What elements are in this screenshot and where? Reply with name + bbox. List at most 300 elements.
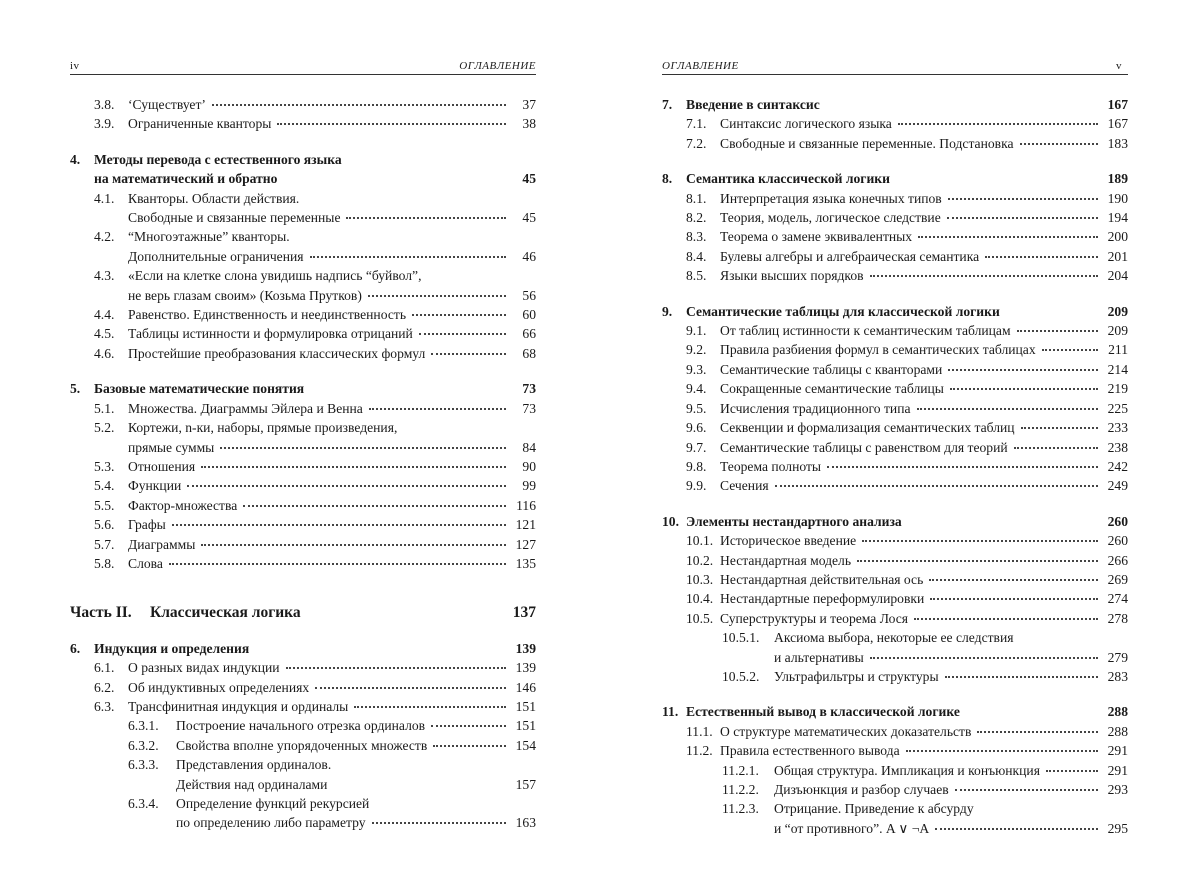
- entry-title: Равенство. Единственность и неединственность: [128, 307, 407, 323]
- chapter-page: 167: [1107, 97, 1128, 112]
- entry-page: 283: [1107, 668, 1128, 684]
- dot-leader: [914, 617, 1098, 620]
- toc-chapter[interactable]: [662, 702, 1128, 721]
- entry-number: 11.2.1.: [722, 762, 759, 778]
- entry-title: Диаграммы: [128, 536, 196, 552]
- toc-entry[interactable]: [662, 531, 1128, 550]
- entry-number: 6.3.1.: [128, 718, 159, 734]
- toc-entry[interactable]: [70, 189, 536, 208]
- entry-number: 9.7.: [686, 439, 707, 455]
- entry-title: Синтаксис логического языка: [720, 116, 892, 132]
- entry-title: прямые суммы: [128, 439, 215, 455]
- toc-subentry-cont[interactable]: [70, 813, 536, 832]
- toc-entry[interactable]: [70, 697, 536, 716]
- toc-chapter[interactable]: [70, 639, 536, 658]
- toc-entry[interactable]: [662, 722, 1128, 741]
- toc-entry[interactable]: [70, 399, 536, 418]
- entry-number: 5.8.: [94, 555, 115, 571]
- entry-title: Сечения: [720, 478, 769, 494]
- toc-subentry[interactable]: [70, 736, 536, 755]
- entry-page: 238: [1107, 439, 1128, 455]
- dot-leader: [948, 197, 1098, 200]
- entry-page: 151: [515, 698, 536, 714]
- entry-number: 8.5.: [686, 268, 707, 284]
- entry-title: Теория, модель, логическое следствие: [720, 210, 941, 226]
- entry-title: Аксиома выбора, некоторые ее следствия: [774, 630, 1014, 646]
- entry-number: 9.4.: [686, 381, 707, 397]
- entry-title: Построение начального отрезка ординалов: [176, 718, 426, 734]
- dot-leader: [955, 788, 1098, 791]
- chapter-title: на математический и обратно: [94, 171, 278, 187]
- entry-number: 5.2.: [94, 420, 115, 436]
- dot-leader: [368, 294, 506, 297]
- dot-leader: [1042, 348, 1098, 351]
- entry-title: От таблиц истинности к семантическим таблицам: [720, 323, 1011, 339]
- running-head: [662, 58, 1128, 75]
- entry-title: Дополнительные ограничения: [128, 248, 304, 264]
- entry-title: Историческое введение: [720, 533, 857, 549]
- chapter-number: 5.: [70, 381, 81, 397]
- entry-page: 38: [522, 116, 536, 132]
- entry-title: Простейшие преобразования классических формул: [128, 345, 426, 361]
- toc-list: [70, 95, 536, 833]
- part-title: Классическая логика: [150, 604, 301, 622]
- toc-entry[interactable]: [662, 227, 1128, 246]
- toc-entry[interactable]: [70, 324, 536, 343]
- entry-number: 5.3.: [94, 458, 115, 474]
- entry-title: “Многоэтажные” кванторы.: [128, 229, 290, 245]
- entry-number: 10.5.: [686, 610, 714, 626]
- toc-chapter[interactable]: [662, 169, 1128, 188]
- toc-subentry[interactable]: [662, 761, 1128, 780]
- entry-title: «Если на клетке слона увидишь надпись “буйвол”,: [128, 268, 422, 284]
- entry-page: 139: [515, 660, 536, 676]
- entry-page: 154: [515, 737, 536, 753]
- dot-leader: [985, 255, 1098, 258]
- chapter-title: Введение в синтаксис: [686, 97, 820, 112]
- toc-chapter[interactable]: [662, 512, 1128, 531]
- dot-leader: [169, 562, 506, 565]
- entry-page: 84: [522, 439, 536, 455]
- toc-entry[interactable]: [662, 476, 1128, 495]
- chapter-number: 7.: [662, 97, 673, 112]
- toc-entry[interactable]: [662, 457, 1128, 476]
- dot-leader: [372, 821, 506, 824]
- entry-title: Свойства вполне упорядоченных множеств: [176, 737, 428, 753]
- entry-title: Определение функций рекурсией: [176, 796, 370, 811]
- chapter-title: Базовые математические понятия: [94, 381, 305, 397]
- toc-subentry[interactable]: [662, 799, 1128, 818]
- toc-entry[interactable]: [662, 208, 1128, 227]
- entry-page: 279: [1107, 649, 1128, 665]
- entry-title: Таблицы истинности и формулировка отрицаний: [128, 326, 413, 342]
- toc-entry[interactable]: [662, 741, 1128, 760]
- toc-entry[interactable]: [70, 678, 536, 697]
- dot-leader: [419, 332, 506, 335]
- toc-entry[interactable]: [662, 438, 1128, 457]
- toc-entry[interactable]: [70, 418, 536, 437]
- dot-leader: [862, 539, 1098, 542]
- entry-page: 209: [1107, 323, 1128, 339]
- entry-number: 6.3.4.: [128, 796, 159, 811]
- entry-page: 60: [522, 307, 536, 323]
- entry-title: Исчисления традиционного типа: [720, 400, 911, 416]
- toc-entry[interactable]: [662, 266, 1128, 285]
- running-head: [70, 58, 536, 75]
- entry-page: 66: [522, 326, 536, 342]
- dot-leader: [929, 578, 1098, 581]
- entry-number: 6.1.: [94, 660, 115, 676]
- entry-page: 211: [1108, 342, 1128, 358]
- entry-page: 73: [522, 400, 536, 416]
- entry-page: 90: [522, 458, 536, 474]
- toc-entry[interactable]: [70, 476, 536, 495]
- entry-number: 10.2.: [686, 552, 714, 568]
- dot-leader: [277, 122, 506, 125]
- dot-leader: [1021, 426, 1098, 429]
- entry-page: 37: [522, 97, 536, 112]
- entry-title: Правила разбиения формул в семантических таблицах: [720, 342, 1036, 358]
- toc-entry[interactable]: [662, 114, 1128, 133]
- entry-number: 3.8.: [94, 97, 115, 112]
- toc-part[interactable]: [70, 603, 536, 622]
- entry-title: Теорема полноты: [720, 458, 822, 474]
- entry-number: 9.5.: [686, 400, 707, 416]
- dot-leader: [220, 446, 506, 449]
- entry-number: 6.3.3.: [128, 757, 159, 773]
- part-page: 137: [512, 604, 536, 622]
- entry-page: 56: [522, 287, 536, 303]
- toc-entry[interactable]: [662, 589, 1128, 608]
- entry-number: 10.5.2.: [722, 668, 760, 684]
- entry-title: Семантические таблицы с равенством для теорий: [720, 439, 1008, 455]
- page-number: iv: [70, 60, 80, 72]
- entry-number: 9.8.: [686, 458, 707, 474]
- entry-page: 163: [515, 815, 536, 831]
- entry-number: 10.4.: [686, 591, 714, 607]
- toc-entry[interactable]: [662, 570, 1128, 589]
- toc-entry[interactable]: [662, 360, 1128, 379]
- toc-entry[interactable]: [662, 551, 1128, 570]
- entry-title: Теорема о замене эквивалентных: [720, 229, 913, 245]
- running-title: ОГЛАВЛЕНИЕ: [459, 60, 536, 72]
- entry-page: 135: [515, 555, 536, 571]
- toc-subentry[interactable]: [70, 794, 536, 813]
- entry-page: 266: [1107, 552, 1128, 568]
- dot-leader: [917, 407, 1098, 410]
- entry-number: 4.5.: [94, 326, 115, 342]
- entry-number: 9.2.: [686, 342, 707, 358]
- entry-number: 6.3.2.: [128, 737, 159, 753]
- entry-page: 291: [1107, 762, 1128, 778]
- entry-page: 291: [1107, 743, 1128, 759]
- chapter-title: Семантика классической логики: [686, 171, 890, 187]
- dot-leader: [930, 597, 1098, 600]
- toc-entry[interactable]: [70, 227, 536, 246]
- toc-entry[interactable]: [70, 266, 536, 285]
- entry-number: 4.6.: [94, 345, 115, 361]
- entry-title: Представления ординалов.: [176, 757, 332, 773]
- dot-leader: [950, 387, 1098, 390]
- toc-entry[interactable]: [70, 114, 536, 133]
- toc-entry[interactable]: [70, 305, 536, 324]
- toc-subentry[interactable]: [662, 628, 1128, 647]
- entry-number: 10.5.1.: [722, 630, 760, 646]
- toc-entry[interactable]: [70, 457, 536, 476]
- entry-number: 5.7.: [94, 536, 115, 552]
- entry-title: Булевы алгебры и алгебраическая семантика: [720, 248, 980, 264]
- entry-title: Свободные и связанные переменные: [128, 210, 341, 226]
- dot-leader: [354, 705, 506, 708]
- entry-page: 278: [1107, 610, 1128, 626]
- entry-page: 151: [515, 718, 536, 734]
- entry-title: Секвенции и формализация семантических таблиц: [720, 420, 1015, 436]
- entry-number: 8.2.: [686, 210, 707, 226]
- toc-entry[interactable]: [662, 399, 1128, 418]
- entry-page: 293: [1107, 782, 1128, 797]
- entry-page: 146: [515, 679, 536, 695]
- toc-entry[interactable]: [662, 379, 1128, 398]
- chapter-page: 260: [1107, 513, 1128, 529]
- chapter-page: 209: [1107, 303, 1128, 319]
- entry-number: 11.1.: [686, 723, 713, 739]
- toc-entry[interactable]: [70, 554, 536, 573]
- entry-title: Свободные и связанные переменные. Подстановка: [720, 135, 1014, 151]
- entry-page: 249: [1107, 478, 1128, 494]
- chapter-title: Методы перевода с естественного языка: [94, 151, 342, 167]
- entry-title: Кортежи, n-ки, наборы, прямые произведения,: [128, 420, 398, 436]
- toc-subentry-cont[interactable]: [662, 648, 1128, 667]
- toc-entry-cont[interactable]: [70, 286, 536, 305]
- dot-leader: [1014, 446, 1098, 449]
- toc-subentry[interactable]: [662, 667, 1128, 686]
- dot-leader: [310, 255, 506, 258]
- dot-leader: [201, 465, 506, 468]
- toc-chapter-cont[interactable]: [70, 169, 536, 188]
- toc-entry[interactable]: [662, 418, 1128, 437]
- entry-title: и альтернативы: [774, 649, 864, 665]
- dot-leader: [201, 543, 506, 546]
- entry-page: 269: [1107, 571, 1128, 587]
- dot-leader: [286, 666, 506, 669]
- entry-title: и “от противного”. A ∨ ¬A: [774, 820, 930, 836]
- entry-page: 233: [1107, 420, 1128, 436]
- entry-title: О разных видах индукции: [128, 660, 280, 676]
- entry-page: 45: [522, 210, 536, 226]
- entry-page: 121: [515, 517, 536, 533]
- chapter-number: 9.: [662, 303, 673, 319]
- dot-leader: [412, 313, 506, 316]
- toc-entry[interactable]: [70, 535, 536, 554]
- entry-number: 5.1.: [94, 400, 115, 416]
- dot-leader: [775, 484, 1098, 487]
- entry-title: Отношения: [128, 458, 196, 474]
- toc-entry[interactable]: [662, 134, 1128, 153]
- chapter-page: 45: [522, 171, 536, 187]
- entry-title: Нестандартная модель: [720, 552, 852, 568]
- entry-page: 200: [1107, 229, 1128, 245]
- entry-title: Кванторы. Области действия.: [128, 190, 300, 206]
- entry-title: Суперструктуры и теорема Лося: [720, 610, 909, 626]
- entry-title: Нестандартные переформулировки: [720, 591, 925, 607]
- entry-title: Ограниченные кванторы: [128, 116, 272, 132]
- dot-leader: [369, 407, 506, 410]
- entry-number: 6.3.: [94, 698, 115, 714]
- entry-title: Сокращенные семантические таблицы: [720, 381, 944, 397]
- dot-leader: [1017, 329, 1098, 332]
- dot-leader: [857, 559, 1098, 562]
- entry-page: 183: [1107, 135, 1128, 151]
- entry-title: О структуре математических доказательств: [720, 723, 972, 739]
- chapter-title: Элементы нестандартного анализа: [686, 513, 902, 529]
- dot-leader: [212, 103, 506, 106]
- toc-chapter[interactable]: [662, 95, 1128, 114]
- toc-entry-cont[interactable]: [70, 247, 536, 266]
- entry-number: 11.2.3.: [722, 801, 759, 817]
- toc-entry[interactable]: [662, 321, 1128, 340]
- toc-entry[interactable]: [70, 658, 536, 677]
- entry-number: 8.4.: [686, 248, 707, 264]
- entry-title: Отрицание. Приведение к абсурду: [774, 801, 974, 817]
- chapter-number: 4.: [70, 151, 81, 167]
- entry-number: 8.3.: [686, 229, 707, 245]
- chapter-number: 11.: [662, 704, 679, 720]
- chapter-page: 189: [1107, 171, 1128, 187]
- entry-page: 116: [516, 497, 536, 513]
- dot-leader: [977, 730, 1098, 733]
- dot-leader: [870, 274, 1098, 277]
- toc-chapter[interactable]: [70, 379, 536, 398]
- toc-entry[interactable]: [70, 95, 536, 114]
- entry-title: Дизъюнкция и разбор случаев: [774, 782, 949, 797]
- toc-entry[interactable]: [662, 609, 1128, 628]
- dot-leader: [948, 368, 1098, 371]
- chapter-number: 8.: [662, 171, 673, 187]
- entry-page: 157: [515, 776, 536, 792]
- entry-number: 10.3.: [686, 571, 714, 587]
- entry-number: 4.2.: [94, 229, 115, 245]
- entry-number: 4.4.: [94, 307, 115, 323]
- dot-leader: [433, 744, 506, 747]
- entry-page: 295: [1107, 820, 1128, 836]
- toc-entry[interactable]: [662, 189, 1128, 208]
- entry-page: 288: [1107, 723, 1128, 739]
- dot-leader: [346, 216, 506, 219]
- dot-leader: [431, 352, 506, 355]
- dot-leader: [898, 122, 1098, 125]
- entry-number: 9.1.: [686, 323, 707, 339]
- entry-title: Нестандартная действительная ось: [720, 571, 924, 587]
- dot-leader: [870, 656, 1098, 659]
- dot-leader: [243, 504, 506, 507]
- dot-leader: [187, 484, 506, 487]
- entry-number: 7.2.: [686, 135, 707, 151]
- entry-title: Действия над ординалами: [176, 776, 328, 792]
- toc-entry[interactable]: [662, 247, 1128, 266]
- entry-title: Графы: [128, 517, 166, 533]
- toc-entry[interactable]: [662, 340, 1128, 359]
- toc-entry-cont[interactable]: [70, 208, 536, 227]
- running-title: ОГЛАВЛЕНИЕ: [662, 60, 739, 72]
- entry-title: Трансфинитная индукция и ординалы: [128, 698, 349, 714]
- entry-page: 68: [522, 345, 536, 361]
- chapter-number: 6.: [70, 640, 81, 656]
- entry-page: 99: [522, 478, 536, 494]
- chapter-page: 139: [515, 640, 536, 656]
- entry-page: 127: [515, 536, 536, 552]
- toc-subentry[interactable]: [70, 755, 536, 774]
- toc-entry[interactable]: [70, 496, 536, 515]
- toc-subentry-cont[interactable]: [662, 819, 1128, 838]
- dot-leader: [906, 749, 1098, 752]
- entry-page: 242: [1107, 458, 1128, 474]
- chapter-page: 288: [1107, 704, 1128, 720]
- entry-title: по определению либо параметру: [176, 815, 366, 831]
- dot-leader: [827, 465, 1098, 468]
- entry-title: Фактор-множества: [128, 497, 238, 513]
- toc-chapter[interactable]: [70, 150, 536, 169]
- entry-title: Правила естественного вывода: [720, 743, 900, 759]
- toc-list: [662, 95, 1128, 838]
- entry-page: 274: [1107, 591, 1128, 607]
- part-number: Часть II.: [70, 604, 132, 622]
- toc-subentry[interactable]: [662, 780, 1128, 799]
- entry-title: Языки высших порядков: [720, 268, 864, 284]
- entry-page: 225: [1107, 400, 1128, 416]
- entry-page: 190: [1107, 190, 1128, 206]
- entry-number: 6.2.: [94, 679, 115, 695]
- entry-title: Интерпретация языка конечных типов: [720, 190, 942, 206]
- entry-number: 10.1.: [686, 533, 714, 549]
- entry-number: 11.2.: [686, 743, 713, 759]
- page-number: v: [1116, 60, 1122, 72]
- dot-leader: [918, 235, 1098, 238]
- chapter-title: Семантические таблицы для классической логики: [686, 303, 1000, 319]
- entry-title: Ультрафильтры и структуры: [774, 668, 939, 684]
- toc-chapter[interactable]: [662, 302, 1128, 321]
- entry-page: 219: [1107, 381, 1128, 397]
- toc-entry-cont[interactable]: [70, 438, 536, 457]
- entry-number: 9.6.: [686, 420, 707, 436]
- entry-number: 3.9.: [94, 116, 115, 132]
- entry-number: 7.1.: [686, 116, 707, 132]
- chapter-page: 73: [522, 381, 536, 397]
- right-page: [600, 0, 1200, 872]
- dot-leader: [1046, 769, 1098, 772]
- entry-number: 5.6.: [94, 517, 115, 533]
- toc-entry[interactable]: [70, 515, 536, 534]
- entry-page: 260: [1107, 533, 1128, 549]
- entry-title: Слова: [128, 555, 163, 571]
- entry-title: Семантические таблицы с кванторами: [720, 361, 943, 377]
- entry-title: Множества. Диаграммы Эйлера и Венна: [128, 400, 363, 416]
- entry-number: 9.9.: [686, 478, 707, 494]
- toc-entry[interactable]: [70, 344, 536, 363]
- entry-number: 11.2.2.: [722, 782, 759, 797]
- entry-page: 204: [1107, 268, 1128, 284]
- toc-subentry-cont[interactable]: [70, 775, 536, 794]
- entry-title: Функции: [128, 478, 182, 494]
- entry-title: Об индуктивных определениях: [128, 679, 310, 695]
- entry-page: 214: [1107, 361, 1128, 377]
- entry-title: Общая структура. Импликация и конъюнкция: [774, 762, 1040, 778]
- entry-page: 167: [1107, 116, 1128, 132]
- toc-subentry[interactable]: [70, 716, 536, 735]
- entry-number: 4.1.: [94, 190, 115, 206]
- entry-page: 46: [522, 248, 536, 264]
- entry-title: ‘Существует’: [128, 97, 206, 112]
- chapter-title: Естественный вывод в классической логике: [686, 704, 960, 720]
